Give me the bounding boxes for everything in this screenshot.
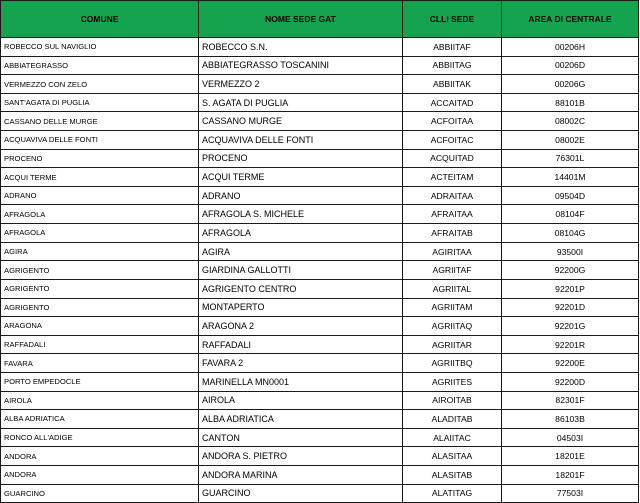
- table-row: [1, 484, 639, 503]
- cell-nome-sede-gat: ACQUI TERME: [199, 168, 403, 187]
- cell-comune: ANDORA: [1, 447, 199, 466]
- table-row: [1, 298, 639, 317]
- cell-comune: AGRIGENTO: [1, 279, 199, 298]
- cell-nome-sede-gat: AGRIGENTO CENTRO: [199, 279, 403, 298]
- cell-clli-sede: ABBIITAG: [403, 56, 502, 75]
- cell-comune: FAVARA: [1, 354, 199, 373]
- table-row: [1, 186, 639, 205]
- cell-comune: PROCENO: [1, 149, 199, 168]
- cell-comune: SANT'AGATA DI PUGLIA: [1, 93, 199, 112]
- cell-clli-sede: ACFOITAC: [403, 131, 502, 150]
- table-row: [1, 354, 639, 373]
- cell-area-di-centrale: 86103B: [502, 410, 639, 429]
- table-row: [1, 317, 639, 336]
- cell-area-di-centrale: 08104G: [502, 224, 639, 243]
- table-row: [1, 391, 639, 410]
- cell-clli-sede: AGRIITAL: [403, 279, 502, 298]
- cell-comune: PORTO EMPEDOCLE: [1, 372, 199, 391]
- cell-comune: ANDORA: [1, 466, 199, 485]
- cell-area-di-centrale: 92200G: [502, 261, 639, 280]
- cell-clli-sede: ALASITAA: [403, 447, 502, 466]
- cell-comune: RONCO ALL'ADIGE: [1, 428, 199, 447]
- cell-area-di-centrale: 00206G: [502, 75, 639, 94]
- table-row: [1, 38, 639, 57]
- cell-comune: ACQUAVIVA DELLE FONTI: [1, 131, 199, 150]
- cell-comune: RAFFADALI: [1, 335, 199, 354]
- cell-area-di-centrale: 92201G: [502, 317, 639, 336]
- table-row: [1, 131, 639, 150]
- table-row: [1, 112, 639, 131]
- cell-clli-sede: AGIRITAA: [403, 242, 502, 261]
- header-clli-sede: CLLI SEDE: [403, 1, 502, 38]
- cell-comune: AGRIGENTO: [1, 261, 199, 280]
- cell-area-di-centrale: 92201R: [502, 335, 639, 354]
- cell-comune: AGIRA: [1, 242, 199, 261]
- cell-area-di-centrale: 00206D: [502, 56, 639, 75]
- table-row: [1, 279, 639, 298]
- table-row: [1, 149, 639, 168]
- cell-clli-sede: AGRIITAR: [403, 335, 502, 354]
- cell-comune: ALBA ADRIATICA: [1, 410, 199, 429]
- cell-nome-sede-gat: ARAGONA 2: [199, 317, 403, 336]
- cell-area-di-centrale: 08104F: [502, 205, 639, 224]
- cell-area-di-centrale: 92200E: [502, 354, 639, 373]
- cell-nome-sede-gat: RAFFADALI: [199, 335, 403, 354]
- cell-clli-sede: ADRAITAA: [403, 186, 502, 205]
- cell-comune: ROBECCO SUL NAVIGLIO: [1, 38, 199, 57]
- table-row: [1, 428, 639, 447]
- header-comune: COMUNE: [1, 1, 199, 38]
- cell-area-di-centrale: 76301L: [502, 149, 639, 168]
- cell-area-di-centrale: 93500I: [502, 242, 639, 261]
- header-nome-sede-gat: NOME SEDE GAT: [199, 1, 403, 38]
- cell-nome-sede-gat: ANDORA MARINA: [199, 466, 403, 485]
- table-body: [1, 38, 639, 503]
- cell-nome-sede-gat: CASSANO MURGE: [199, 112, 403, 131]
- cell-comune: GUARCINO: [1, 484, 199, 503]
- cell-clli-sede: AGRIITAF: [403, 261, 502, 280]
- header-row: [1, 1, 639, 38]
- cell-comune: AFRAGOLA: [1, 205, 199, 224]
- table-row: [1, 335, 639, 354]
- cell-nome-sede-gat: AFRAGOLA S. MICHELE: [199, 205, 403, 224]
- cell-clli-sede: AGRIITAM: [403, 298, 502, 317]
- cell-area-di-centrale: 18201E: [502, 447, 639, 466]
- cell-nome-sede-gat: ALBA ADRIATICA: [199, 410, 403, 429]
- cell-comune: ACQUI TERME: [1, 168, 199, 187]
- cell-nome-sede-gat: AIROLA: [199, 391, 403, 410]
- cell-nome-sede-gat: ACQUAVIVA DELLE FONTI: [199, 131, 403, 150]
- table-row: [1, 75, 639, 94]
- cell-clli-sede: ACQUITAD: [403, 149, 502, 168]
- cell-nome-sede-gat: PROCENO: [199, 149, 403, 168]
- cell-comune: AFRAGOLA: [1, 224, 199, 243]
- cell-area-di-centrale: 08002E: [502, 131, 639, 150]
- cell-area-di-centrale: 00206H: [502, 38, 639, 57]
- cell-clli-sede: AGRIITAQ: [403, 317, 502, 336]
- cell-clli-sede: AFRAITAB: [403, 224, 502, 243]
- cell-nome-sede-gat: ROBECCO S.N.: [199, 38, 403, 57]
- cell-nome-sede-gat: ANDORA S. PIETRO: [199, 447, 403, 466]
- cell-clli-sede: ACCAITAD: [403, 93, 502, 112]
- cell-area-di-centrale: 92200D: [502, 372, 639, 391]
- cell-clli-sede: ALASITAB: [403, 466, 502, 485]
- cell-comune: VERMEZZO CON ZELO: [1, 75, 199, 94]
- cell-comune: ABBIATEGRASSO: [1, 56, 199, 75]
- cell-nome-sede-gat: AGIRA: [199, 242, 403, 261]
- cell-nome-sede-gat: ADRANO: [199, 186, 403, 205]
- cell-area-di-centrale: 88101B: [502, 93, 639, 112]
- cell-comune: AGRIGENTO: [1, 298, 199, 317]
- table-row: [1, 410, 639, 429]
- cell-clli-sede: AFRAITAA: [403, 205, 502, 224]
- cell-nome-sede-gat: S. AGATA DI PUGLIA: [199, 93, 403, 112]
- cell-clli-sede: AGRIITES: [403, 372, 502, 391]
- table-row: [1, 56, 639, 75]
- cell-area-di-centrale: 09504D: [502, 186, 639, 205]
- table-row: [1, 447, 639, 466]
- table-row: [1, 224, 639, 243]
- cell-nome-sede-gat: ABBIATEGRASSO TOSCANINI: [199, 56, 403, 75]
- table-row: [1, 466, 639, 485]
- cell-comune: CASSANO DELLE MURGE: [1, 112, 199, 131]
- cell-clli-sede: ALATITAG: [403, 484, 502, 503]
- cell-clli-sede: ALAIITAC: [403, 428, 502, 447]
- table-row: [1, 168, 639, 187]
- cell-clli-sede: ABBIITAF: [403, 38, 502, 57]
- table-row: [1, 261, 639, 280]
- cell-area-di-centrale: 08002C: [502, 112, 639, 131]
- cell-nome-sede-gat: CANTON: [199, 428, 403, 447]
- cell-nome-sede-gat: MARINELLA MN0001: [199, 372, 403, 391]
- table-row: [1, 242, 639, 261]
- cell-comune: ARAGONA: [1, 317, 199, 336]
- cell-area-di-centrale: 92201D: [502, 298, 639, 317]
- table-row: [1, 372, 639, 391]
- cell-clli-sede: AGRIITBQ: [403, 354, 502, 373]
- table-row: [1, 93, 639, 112]
- cell-area-di-centrale: 14401M: [502, 168, 639, 187]
- cell-nome-sede-gat: VERMEZZO 2: [199, 75, 403, 94]
- cell-clli-sede: ACFOITAA: [403, 112, 502, 131]
- cell-area-di-centrale: 82301F: [502, 391, 639, 410]
- cell-clli-sede: ALADITAB: [403, 410, 502, 429]
- cell-comune: AIROLA: [1, 391, 199, 410]
- cell-clli-sede: ACTEITAM: [403, 168, 502, 187]
- cell-clli-sede: ABBIITAK: [403, 75, 502, 94]
- cell-area-di-centrale: 92201P: [502, 279, 639, 298]
- header-area-di-centrale: AREA DI CENTRALE: [502, 1, 639, 38]
- cell-area-di-centrale: 04503I: [502, 428, 639, 447]
- cell-area-di-centrale: 18201F: [502, 466, 639, 485]
- cell-area-di-centrale: 77503I: [502, 484, 639, 503]
- cell-clli-sede: AIROITAB: [403, 391, 502, 410]
- cell-nome-sede-gat: AFRAGOLA: [199, 224, 403, 243]
- cell-comune: ADRANO: [1, 186, 199, 205]
- cell-nome-sede-gat: GUARCINO: [199, 484, 403, 503]
- cell-nome-sede-gat: MONTAPERTO: [199, 298, 403, 317]
- cell-nome-sede-gat: GIARDINA GALLOTTI: [199, 261, 403, 280]
- table-row: [1, 205, 639, 224]
- cell-nome-sede-gat: FAVARA 2: [199, 354, 403, 373]
